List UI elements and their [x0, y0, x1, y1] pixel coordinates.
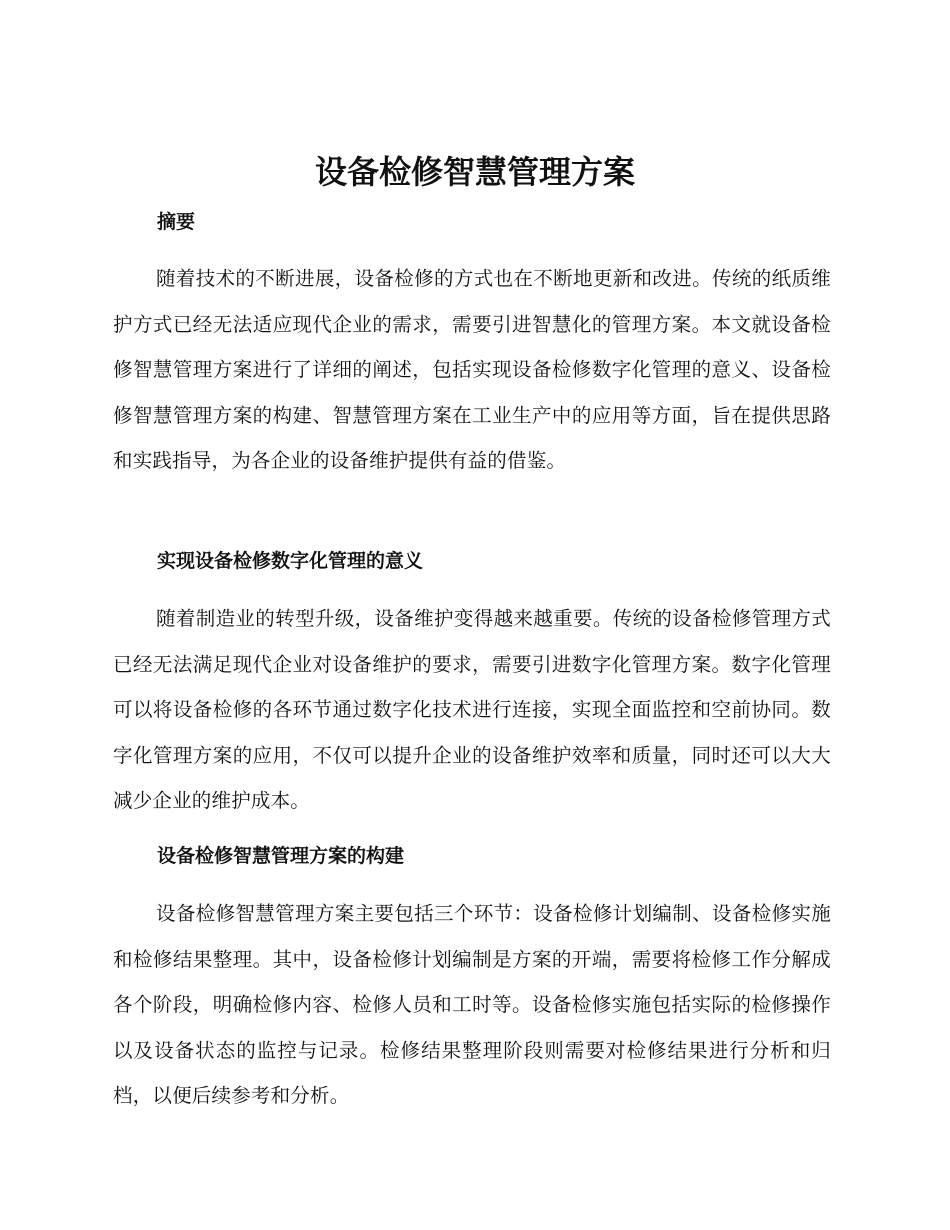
section-heading-construction: 设备检修智慧管理方案的构建	[157, 845, 405, 867]
section-body-construction: 设备检修智慧管理方案主要包括三个环节：设备检修计划编制、设备检修实施和检修结果整理。其中，设备检修计划编制是方案的开端，需要将检修工作分解成各个阶段，明确检修内容、检修人员和工时等。设备检修实施包括实际的检修操作以及设备状态的监控与记录。检修结果整理阶段则需要对检修结果进行分析和归档，以便后续参考和分析。	[113, 902, 831, 1107]
section-body-abstract: 随着技术的不断进展，设备检修的方式也在不断地更新和改进。传统的纸质维护方式已经无法适应现代企业的需求，需要引进智慧化的管理方案。本文就设备检修智慧管理方案进行了详细的阐述，包括实现设备检修数字化管理的意义、设备检修智慧管理方案的构建、智慧管理方案在工业生产中的应用等方面，旨在提供思路和实践指导，为各企业的设备维护提供有益的借鉴。	[113, 267, 831, 472]
section-heading-abstract: 摘要	[157, 211, 196, 233]
document-title: 设备检修智慧管理方案	[314, 153, 635, 191]
section-body-significance: 随着制造业的转型升级，设备维护变得越来越重要。传统的设备检修管理方式已经无法满足现代企业对设备维护的要求，需要引进数字化管理方案。数字化管理可以将设备检修的各环节通过数字化技术进行连接，实现全面监控和空前协同。数字化管理方案的应用，不仅可以提升企业的设备维护效率和质量，同时还可以大大减少企业的维护成本。	[113, 607, 831, 812]
section-heading-significance: 实现设备检修数字化管理的意义	[157, 550, 424, 572]
